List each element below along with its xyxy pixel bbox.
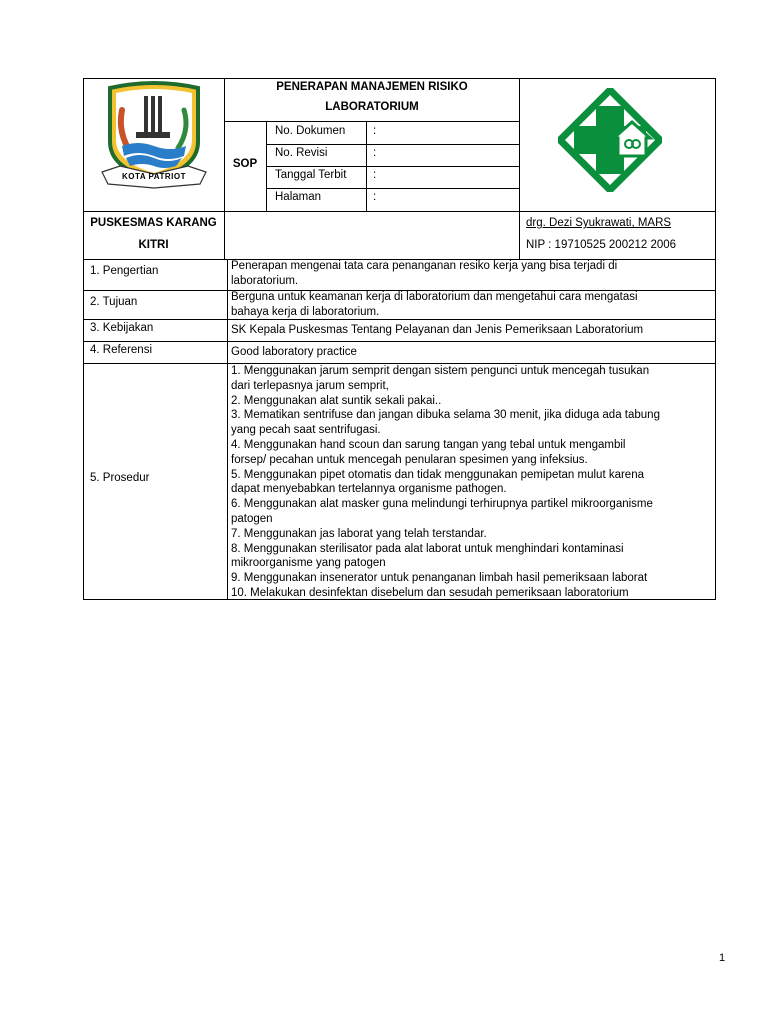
section-prosedur-content xyxy=(231,364,660,601)
signatory-nip: NIP : 19710525 200212 2006 xyxy=(526,239,677,251)
document-title-line2: LABORATORIUM xyxy=(325,101,419,113)
page-number: 1 xyxy=(719,952,726,964)
text-line: mikroorganisme yang patogen xyxy=(231,557,386,570)
field-tanggal-terbit-value: : xyxy=(373,169,377,181)
text-line: 1. Menggunakan jarum semprit dengan sistem pengunci untuk mencegah tusukan xyxy=(231,365,650,377)
text-line: laboratorium. xyxy=(231,274,299,287)
section-pengertian-content xyxy=(231,259,617,289)
text-line: SK Kepala Puskesmas Tentang Pelayanan dan Jenis Pemeriksaan Laboratorium xyxy=(231,324,644,336)
section-tujuan-label: 2. Tujuan xyxy=(90,296,138,308)
text-line: 5. Menggunakan pipet otomatis dan tidak menggunakan pemipetan mulut karena xyxy=(231,468,644,481)
field-halaman-label: Halaman xyxy=(275,191,322,203)
section-tujuan-content xyxy=(231,290,638,320)
org-name-line2: KITRI xyxy=(138,239,169,251)
text-line: 10. Melakukan desinfektan disebelum dan sesudah pemeriksaan laboratorium xyxy=(231,586,629,599)
text-line: dapat menyebabkan tertelannya organisme pathogen. xyxy=(231,483,507,496)
text-line: patogen xyxy=(231,512,273,525)
puskesmas-green-cross-logo-icon xyxy=(558,88,662,192)
text-line: Berguna untuk keamanan kerja di laboratorium dan mengetahui cara mengatasi xyxy=(231,291,638,303)
text-line: 7. Menggunakan jas laborat yang telah terstandar. xyxy=(231,527,487,540)
text-line: 4. Menggunakan hand scoun dan sarung tangan yang tebal untuk mengambil xyxy=(231,438,626,451)
org-name-line1: PUSKESMAS KARANG xyxy=(90,217,217,229)
field-no-dokumen-label: No. Dokumen xyxy=(275,125,346,137)
sop-label: SOP xyxy=(232,158,258,170)
text-line: bahaya kerja di laboratorium. xyxy=(231,305,380,318)
text-line: forsep/ pecahan untuk mencegah penularan spesimen yang infeksius. xyxy=(231,453,588,466)
text-line: 6. Menggunakan alat masker guna melindungi terhirupnya partikel mikroorganisme xyxy=(231,498,653,511)
text-line: dari terlepasnya jarum semprit, xyxy=(231,379,389,392)
field-no-revisi-value: : xyxy=(373,147,377,159)
section-kebijakan-label: 3. Kebijakan xyxy=(90,322,154,334)
section-referensi-label: 4. Referensi xyxy=(90,344,153,356)
text-line: yang pecah saat sentrifugasi. xyxy=(231,424,381,437)
text-line: 3. Mematikan sentrifuse dan jangan dibuka selama 30 menit, jika diduga ada tabung xyxy=(231,409,660,422)
section-pengertian-label: 1. Pengertian xyxy=(90,265,159,277)
text-line: 9. Menggunakan insenerator untuk penanganan limbah hasil pemeriksaan laborat xyxy=(231,572,648,585)
section-referensi-content xyxy=(231,345,357,360)
field-no-dokumen-value: : xyxy=(373,125,377,137)
logo-banner-text: KOTA PATRIOT xyxy=(122,172,186,181)
text-line: 8. Menggunakan sterilisator pada alat laborat untuk menghindari kontaminasi xyxy=(231,542,624,555)
text-line: 2. Menggunakan alat suntik sekali pakai.. xyxy=(231,394,442,407)
field-tanggal-terbit-label: Tanggal Terbit xyxy=(275,169,347,181)
field-halaman-value: : xyxy=(373,191,377,203)
field-no-revisi-label: No. Revisi xyxy=(275,147,328,159)
text-line: Good laboratory practice xyxy=(231,346,357,358)
section-prosedur-label: 5. Prosedur xyxy=(90,472,150,484)
text-line: Penerapan mengenai tata cara penanganan resiko kerja yang bisa terjadi di xyxy=(231,260,618,272)
section-kebijakan-content xyxy=(231,323,643,338)
document-title-line1: PENERAPAN MANAJEMEN RISIKO xyxy=(276,81,468,93)
signatory-name: drg. Dezi Syukrawati, MARS xyxy=(526,217,672,229)
